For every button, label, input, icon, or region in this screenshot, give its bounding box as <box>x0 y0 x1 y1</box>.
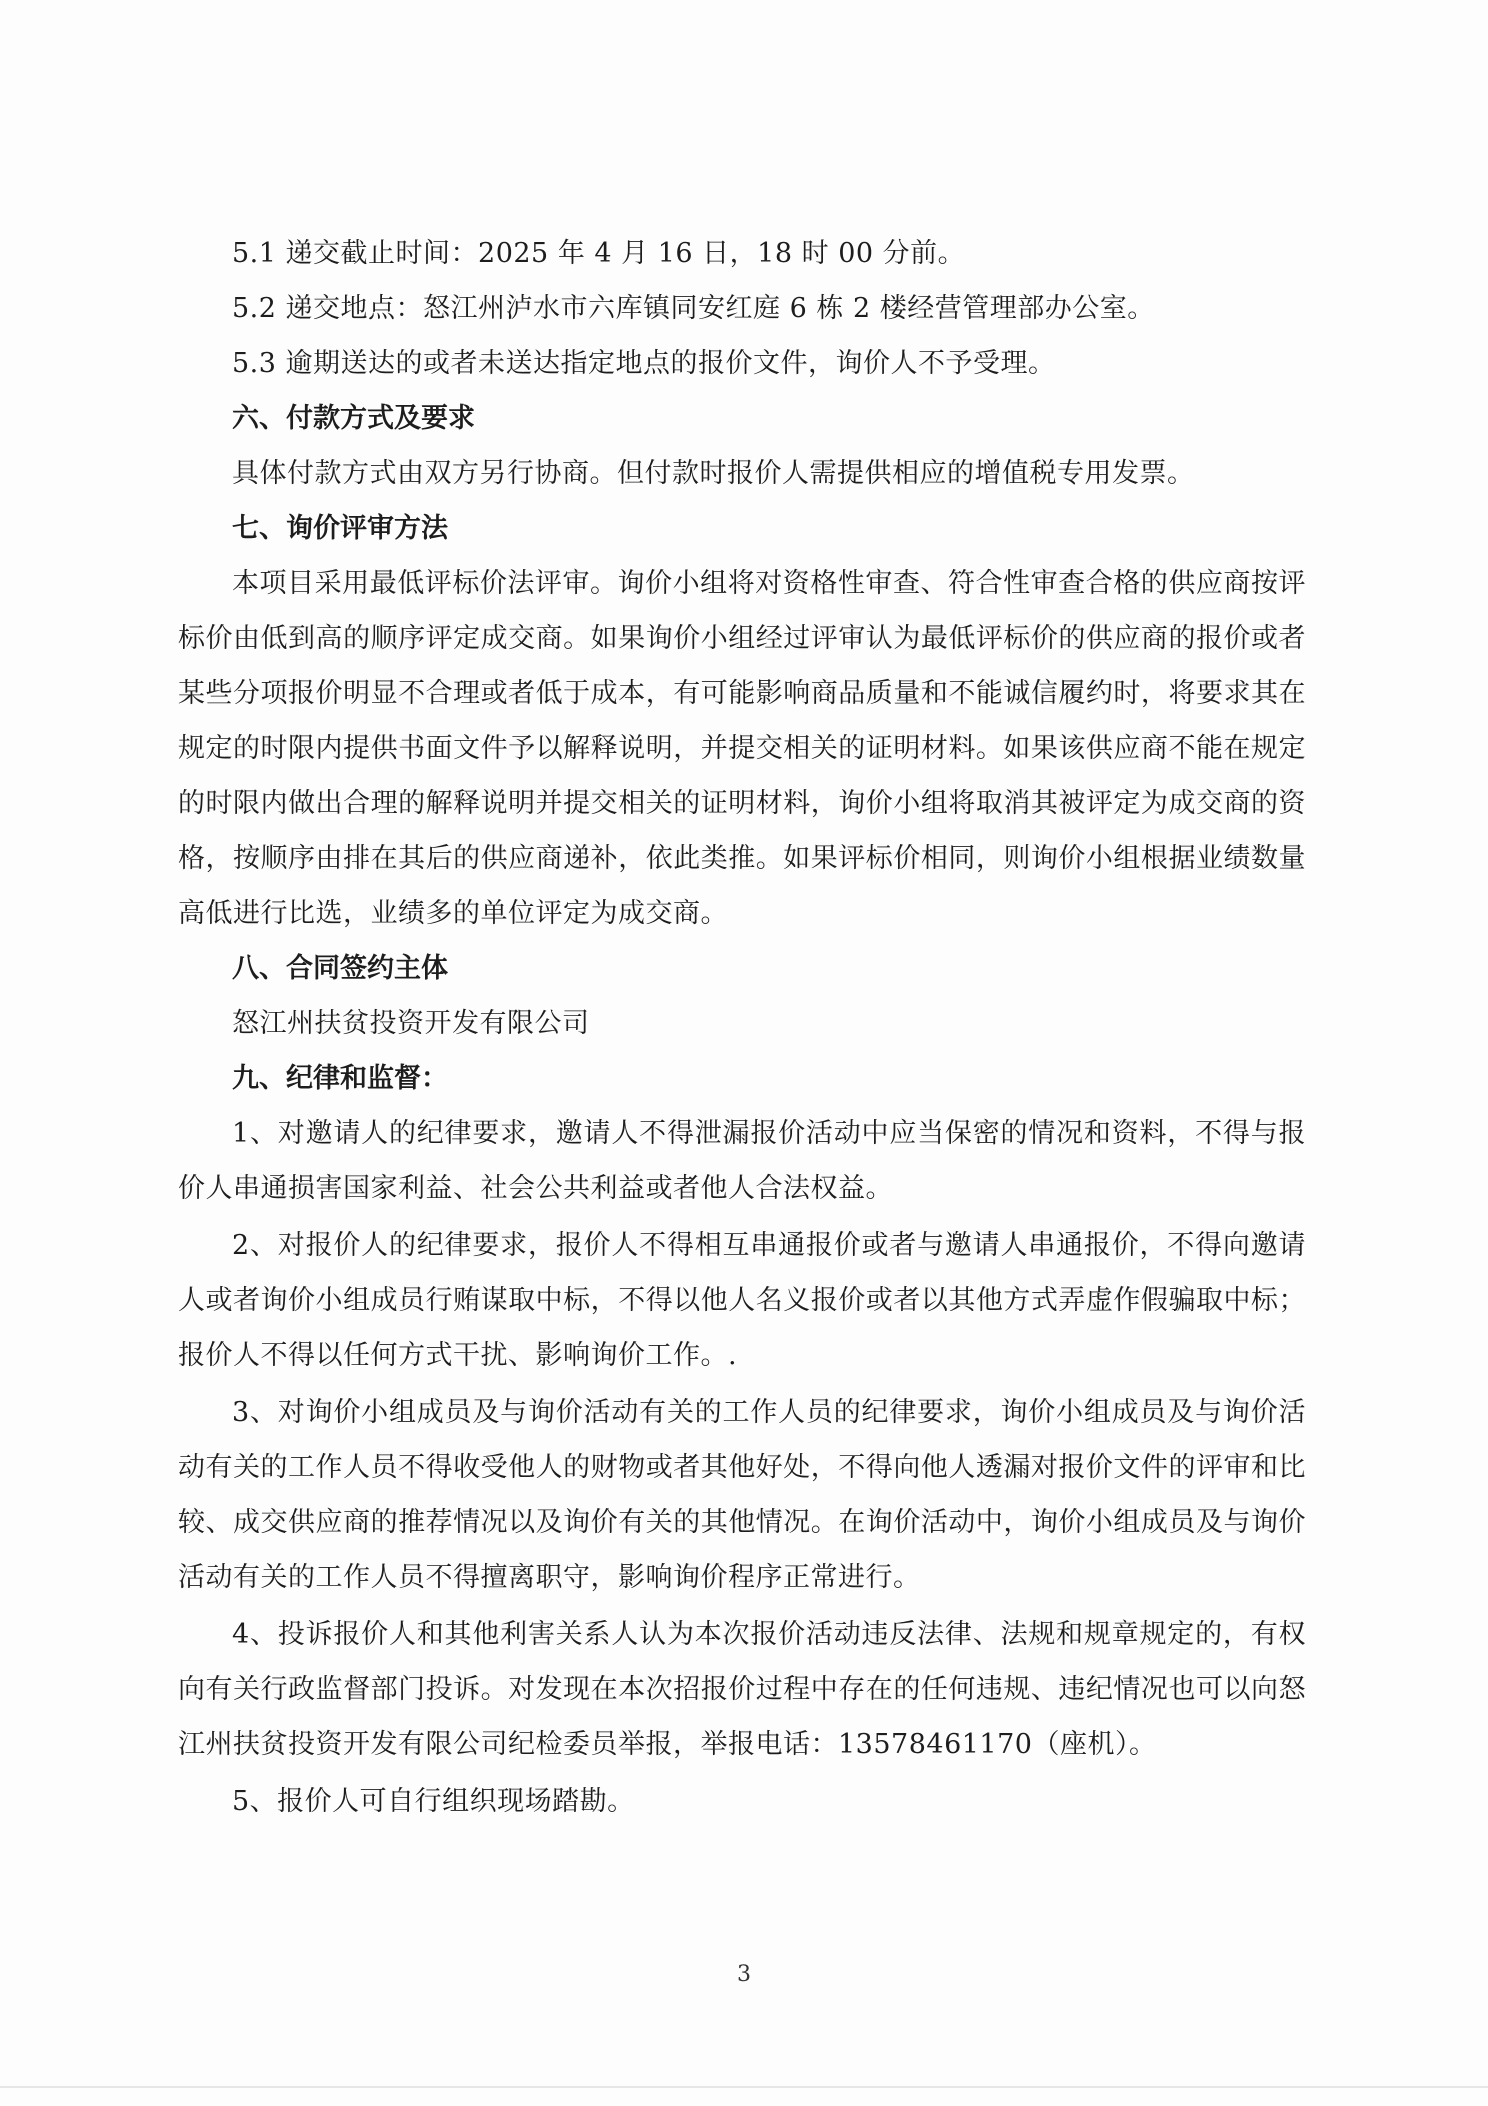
contract-party-body: 怒江州扶贫投资开发有限公司 <box>232 1008 590 1039</box>
document-body <box>178 226 1306 1829</box>
submission-deadline: 5.1 递交截止时间：2025 年 4 月 16 日，18 时 00 分前。 <box>232 238 966 269</box>
discipline-item-5: 5、报价人可自行组织现场踏勘。 <box>232 1786 635 1817</box>
scan-edge-divider <box>0 2086 1488 2088</box>
discipline-heading: 九、纪律和监督： <box>232 1063 448 1094</box>
discipline-item-2: 2、对报价人的纪律要求，报价人不得相互串通报价或者与邀请人串通报价，不得向邀请人或者询价小组成员行贿谋取中标，不得以他人名义报价或者以其他方式弄虚作假骗取中标；报价人不得以任何方式干扰、影响询价工作。. <box>178 1230 1306 1371</box>
submission-location: 5.2 递交地点：怒江州泸水市六库镇同安红庭 6 栋 2 楼经营管理部办公室。 <box>232 293 1155 324</box>
payment-heading: 六、付款方式及要求 <box>232 403 475 434</box>
evaluation-body: 本项目采用最低评标价法评审。询价小组将对资格性审查、符合性审查合格的供应商按评标价由低到高的顺序评定成交商。如果询价小组经过评审认为最低评标价的供应商的报价或者某些分项报价明显不合理或者低于成本，有可能影响商品质量和不能诚信履约时，将要求其在规定的时限内提供书面文件予以解释说明，并提交相关的证明材料。如果该供应商不能在规定的时限内做出合理的解释说明并提交相关的证明材料，询价小组将取消其被评定为成交商的资格，按顺序由排在其后的供应商递补，依此类推。如果评标价相同，则询价小组根据业绩数量高低进行比选，业绩多的单位评定为成交商。 <box>178 568 1306 929</box>
discipline-item-1: 1、对邀请人的纪律要求，邀请人不得泄漏报价活动中应当保密的情况和资料，不得与报价人串通损害国家利益、社会公共利益或者他人合法权益。 <box>178 1118 1306 1204</box>
page-number: 3 <box>737 1962 751 1987</box>
late-submission-rule: 5.3 逾期送达的或者未送达指定地点的报价文件，询价人不予受理。 <box>232 348 1056 379</box>
contract-party-heading: 八、合同签约主体 <box>232 953 448 984</box>
evaluation-heading: 七、询价评审方法 <box>232 513 448 544</box>
discipline-item-3: 3、对询价小组成员及与询价活动有关的工作人员的纪律要求，询价小组成员及与询价活动有关的工作人员不得收受他人的财物或者其他好处，不得向他人透漏对报价文件的评审和比较、成交供应商的推荐情况以及询价有关的其他情况。在询价活动中，询价小组成员及与询价活动有关的工作人员不得擅离职守，影响询价程序正常进行。 <box>178 1397 1306 1593</box>
payment-body: 具体付款方式由双方另行协商。但付款时报价人需提供相应的增值税专用发票。 <box>232 458 1195 489</box>
discipline-item-4: 4、投诉报价人和其他利害关系人认为本次报价活动违反法律、法规和规章规定的，有权向有关行政监督部门投诉。对发现在本次招报价过程中存在的任何违规、违纪情况也可以向怒江州扶贫投资开发有限公司纪检委员举报，举报电话：13578461170（座机）。 <box>178 1619 1306 1760</box>
